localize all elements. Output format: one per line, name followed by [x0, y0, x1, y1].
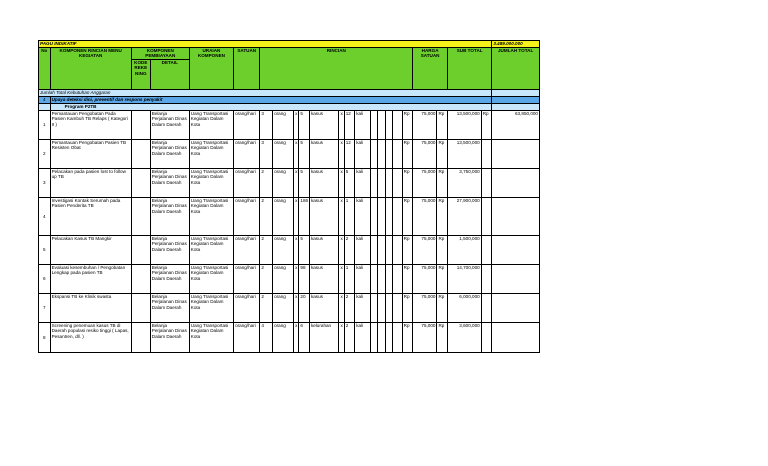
row-uraian: Uang Transportasi Kegiatan Dalam Kota [189, 293, 233, 322]
row-empty [393, 110, 402, 139]
program-spacer [39, 103, 51, 110]
row-empty [393, 293, 402, 322]
row-unit-3: kali [355, 264, 371, 293]
row-times-1: x [294, 139, 299, 168]
header-kode-rekening: KODE REKE NING [131, 59, 150, 89]
row-uraian: Uang Transportasi Kegiatan Dalam Kota [189, 264, 233, 293]
row-qty-3: 1 [344, 197, 355, 235]
row-rp-jumlah [481, 293, 492, 322]
row-empty [385, 168, 392, 197]
row-qty-2: 5 [299, 235, 310, 264]
header-satuan: SATUAN [234, 48, 260, 90]
row-rp-harga: Rp [402, 110, 413, 139]
header-detail: DETAIL [150, 59, 189, 89]
row-qty-2: 186 [299, 197, 310, 235]
row-harga: 75,000 [413, 293, 437, 322]
row-detail: Belanja Perjalanan Dinas Dalam Daerah [150, 235, 189, 264]
row-empty [371, 197, 378, 235]
row-harga: 75,000 [413, 197, 437, 235]
row-harga: 75,000 [413, 264, 437, 293]
table-row [39, 293, 540, 322]
row-jumlah [492, 235, 540, 264]
row-times-1: x [294, 197, 299, 235]
row-kode [131, 322, 150, 352]
row-times-2: x [339, 264, 344, 293]
row-rp-harga: Rp [402, 264, 413, 293]
row-times-2: x [339, 168, 344, 197]
row-no: 4 [39, 197, 51, 235]
row-rp-subtotal: Rp [437, 264, 448, 293]
row-rp-jumlah [481, 322, 492, 352]
row-unit-3: kali [355, 293, 371, 322]
budget-table [38, 40, 540, 353]
row-empty [371, 293, 378, 322]
row-kegiatan: Ekspansi TB ke Klinik swasta [50, 293, 131, 322]
row-empty [371, 235, 378, 264]
table-row [39, 264, 540, 293]
row-empty [385, 264, 392, 293]
row-detail: Belanja Perjalanan Dinas Dalam Daerah [150, 168, 189, 197]
row-subtotal: 14,700,000 [447, 264, 481, 293]
row-times-2: x [339, 110, 344, 139]
row-jumlah: 63,850,000 [492, 110, 540, 139]
row-satuan: orang/hari [234, 168, 260, 197]
row-uraian: Uang Transportasi Kegiatan Dalam Kota [189, 139, 233, 168]
total-row-label: Jumlah Total Kebutuhan Anggaran [39, 89, 492, 96]
row-times-2: x [339, 235, 344, 264]
row-subtotal: 27,900,000 [447, 197, 481, 235]
row-detail: Belanja Perjalanan Dinas Dalam Daerah [150, 110, 189, 139]
row-empty [385, 293, 392, 322]
row-kegiatan: Pemantauan Pengobatan Pada Pasien Kambuh TB Relaps ( Kategori II ) [50, 110, 131, 139]
row-empty [378, 168, 385, 197]
row-empty [385, 139, 392, 168]
row-empty [378, 110, 385, 139]
row-unit-2: kasus [309, 197, 339, 235]
row-uraian: Uang Transportasi Kegiatan Dalam Kota [189, 168, 233, 197]
row-unit-1: orang [273, 293, 294, 322]
row-rp-subtotal: Rp [437, 110, 448, 139]
row-harga: 75,000 [413, 322, 437, 352]
row-rp-jumlah [481, 197, 492, 235]
table-row [39, 197, 540, 235]
row-rp-jumlah [481, 168, 492, 197]
row-no: 2 [39, 139, 51, 168]
row-kode [131, 168, 150, 197]
row-kode [131, 264, 150, 293]
row-subtotal: 13,500,000 [447, 139, 481, 168]
row-empty [371, 322, 378, 352]
header-komponen-rincian: KOMPONEN RINCIAN MENU KEGIATAN [50, 48, 131, 90]
row-jumlah [492, 168, 540, 197]
row-unit-2: kasus [309, 168, 339, 197]
row-unit-3: kali [355, 322, 371, 352]
row-rp-subtotal: Rp [437, 293, 448, 322]
row-satuan: orang/hari [234, 139, 260, 168]
table-row [39, 322, 540, 352]
row-kode [131, 197, 150, 235]
row-unit-1: orang [273, 168, 294, 197]
row-rp-harga: Rp [402, 197, 413, 235]
row-qty-3: 12 [344, 139, 355, 168]
row-uraian: Uang Transportasi Kegiatan Dalam Kota [189, 235, 233, 264]
row-kegiatan: Pemantauan Pengobatan Pasien TB Resisten Obat [50, 139, 131, 168]
row-unit-2: kasus [309, 110, 339, 139]
row-unit-2: kasus [309, 139, 339, 168]
total-row-value [492, 89, 540, 96]
row-unit-1: orang [273, 197, 294, 235]
row-jumlah [492, 293, 540, 322]
row-qty-2: 5 [299, 168, 310, 197]
row-subtotal: 6,000,000 [447, 293, 481, 322]
row-empty [393, 139, 402, 168]
row-qty-1: 2 [260, 235, 273, 264]
row-times-1: x [294, 168, 299, 197]
row-qty-2: 6 [299, 322, 310, 352]
row-unit-1: orang [273, 139, 294, 168]
row-empty [378, 235, 385, 264]
header-uraian-komponen: URAIAN KOMPONEN [189, 48, 233, 90]
row-empty [393, 197, 402, 235]
row-unit-2: kasus [309, 264, 339, 293]
row-qty-3: 1 [344, 264, 355, 293]
row-uraian: Uang Transportasi Kegiatan Dalam Kota [189, 110, 233, 139]
section-title: Upaya deteksi dini, preventif dan respons penyakit [50, 96, 492, 103]
row-unit-3: kali [355, 139, 371, 168]
row-unit-3: kali [355, 168, 371, 197]
row-rp-subtotal: Rp [437, 139, 448, 168]
section-filler [492, 96, 540, 103]
row-qty-1: 2 [260, 264, 273, 293]
program-title: Program P2TB [50, 103, 492, 110]
row-kode [131, 235, 150, 264]
row-empty [393, 168, 402, 197]
row-qty-2: 5 [299, 110, 310, 139]
header-sub-total: SUB TOTAL [447, 48, 491, 90]
row-qty-3: 2 [344, 322, 355, 352]
row-no: 7 [39, 293, 51, 322]
row-satuan: orang/hari [234, 197, 260, 235]
row-rp-subtotal: Rp [437, 197, 448, 235]
row-empty [371, 110, 378, 139]
row-detail: Belanja Perjalanan Dinas Dalam Daerah [150, 322, 189, 352]
row-rp-harga: Rp [402, 168, 413, 197]
row-times-1: x [294, 264, 299, 293]
row-kegiatan: Screening penemuan kasus TB di Daerah populasi resiko tinggi ( Lapas, Pesantren, dll. ) [50, 322, 131, 352]
row-unit-3: kali [355, 197, 371, 235]
row-jumlah [492, 264, 540, 293]
row-unit-2: kasus [309, 293, 339, 322]
row-empty [371, 168, 378, 197]
row-subtotal: 13,500,000 [447, 110, 481, 139]
row-empty [385, 110, 392, 139]
row-unit-1: orang [273, 110, 294, 139]
row-detail: Belanja Perjalanan Dinas Dalam Daerah [150, 197, 189, 235]
section-number: 4 [39, 96, 51, 103]
row-qty-1: 2 [260, 293, 273, 322]
row-no: 3 [39, 168, 51, 197]
row-qty-3: 2 [344, 293, 355, 322]
row-unit-1: orang [273, 322, 294, 352]
row-empty [385, 235, 392, 264]
row-unit-1: orang [273, 264, 294, 293]
row-subtotal: 3,750,000 [447, 168, 481, 197]
row-subtotal: 1,500,000 [447, 235, 481, 264]
row-detail: Belanja Perjalanan Dinas Dalam Daerah [150, 264, 189, 293]
row-unit-3: kali [355, 110, 371, 139]
row-unit-2: kasus [309, 235, 339, 264]
row-times-1: x [294, 110, 299, 139]
row-kegiatan: Evaluasi kesembuhan / Pengobatan Lengkap pada pasien TB [50, 264, 131, 293]
row-rp-jumlah [481, 264, 492, 293]
row-empty [378, 322, 385, 352]
pagu-value: 3.489.000.000 [492, 41, 540, 48]
row-empty [371, 139, 378, 168]
row-qty-3: 12 [344, 110, 355, 139]
row-rp-harga: Rp [402, 235, 413, 264]
row-times-1: x [294, 293, 299, 322]
row-times-2: x [339, 293, 344, 322]
row-detail: Belanja Perjalanan Dinas Dalam Daerah [150, 139, 189, 168]
header-komponen-pembiayaan: KOMPONEN PEMBIAYAAN [131, 48, 189, 60]
row-jumlah [492, 322, 540, 352]
row-qty-2: 98 [299, 264, 310, 293]
row-empty [378, 293, 385, 322]
row-qty-3: 5 [344, 168, 355, 197]
row-qty-1: 2 [260, 197, 273, 235]
row-unit-2: kelurahan [309, 322, 339, 352]
row-empty [378, 197, 385, 235]
row-unit-3: kali [355, 235, 371, 264]
row-satuan: orang/hari [234, 235, 260, 264]
row-rp-jumlah [481, 139, 492, 168]
row-harga: 75,000 [413, 110, 437, 139]
row-kegiatan: Investigasi Kontak Serumah pada Pasien Penderita TB [50, 197, 131, 235]
row-harga: 75,000 [413, 139, 437, 168]
row-jumlah [492, 139, 540, 168]
table-row [39, 110, 540, 139]
row-empty [385, 197, 392, 235]
row-qty-3: 2 [344, 235, 355, 264]
row-empty [378, 264, 385, 293]
row-rp-jumlah [481, 235, 492, 264]
row-qty-2: 5 [299, 139, 310, 168]
row-kode [131, 139, 150, 168]
row-qty-1: 4 [260, 322, 273, 352]
table-row [39, 168, 540, 197]
table-row [39, 235, 540, 264]
pagu-label: PAGU INDIKATIF [39, 41, 492, 48]
row-empty [371, 264, 378, 293]
row-times-1: x [294, 235, 299, 264]
row-jumlah [492, 197, 540, 235]
row-times-1: x [294, 322, 299, 352]
row-rp-jumlah: Rp [481, 110, 492, 139]
row-kode [131, 110, 150, 139]
row-uraian: Uang Transportasi Kegiatan Dalam Kota [189, 197, 233, 235]
row-times-2: x [339, 139, 344, 168]
row-harga: 75,000 [413, 235, 437, 264]
row-rp-subtotal: Rp [437, 235, 448, 264]
row-kode [131, 293, 150, 322]
row-no: 8 [39, 322, 51, 352]
table-row [39, 139, 540, 168]
program-filler [492, 103, 540, 110]
header-no: No [39, 48, 51, 90]
row-times-2: x [339, 197, 344, 235]
row-satuan: orang/hari [234, 322, 260, 352]
row-empty [393, 235, 402, 264]
row-no: 6 [39, 264, 51, 293]
header-jumlah-total: JUMLAH TOTAL [492, 48, 540, 90]
row-times-2: x [339, 322, 344, 352]
row-empty [393, 322, 402, 352]
row-satuan: orang/hari [234, 110, 260, 139]
row-qty-1: 3 [260, 139, 273, 168]
row-subtotal: 3,600,000 [447, 322, 481, 352]
row-kegiatan: Pelacakan pada pasien lost to follow up TB [50, 168, 131, 197]
row-rp-harga: Rp [402, 139, 413, 168]
header-rincian: RINCIAN [260, 48, 413, 90]
row-satuan: orang/hari [234, 293, 260, 322]
row-uraian: Uang Transportasi Kegiatan Dalam Kota [189, 322, 233, 352]
row-kegiatan: Pelacakan Kasus TB Mangkir [50, 235, 131, 264]
row-satuan: orang/hari [234, 264, 260, 293]
row-unit-1: orang [273, 235, 294, 264]
row-no: 5 [39, 235, 51, 264]
row-empty [393, 264, 402, 293]
row-empty [378, 139, 385, 168]
row-rp-harga: Rp [402, 293, 413, 322]
row-rp-harga: Rp [402, 322, 413, 352]
row-qty-1: 2 [260, 168, 273, 197]
row-qty-2: 20 [299, 293, 310, 322]
row-empty [385, 322, 392, 352]
row-harga: 75,000 [413, 168, 437, 197]
header-harga-satuan: HARGA SATUAN [413, 48, 448, 90]
row-qty-1: 3 [260, 110, 273, 139]
row-detail: Belanja Perjalanan Dinas Dalam Daerah [150, 293, 189, 322]
row-rp-subtotal: Rp [437, 322, 448, 352]
row-no: 1 [39, 110, 51, 139]
row-rp-subtotal: Rp [437, 168, 448, 197]
